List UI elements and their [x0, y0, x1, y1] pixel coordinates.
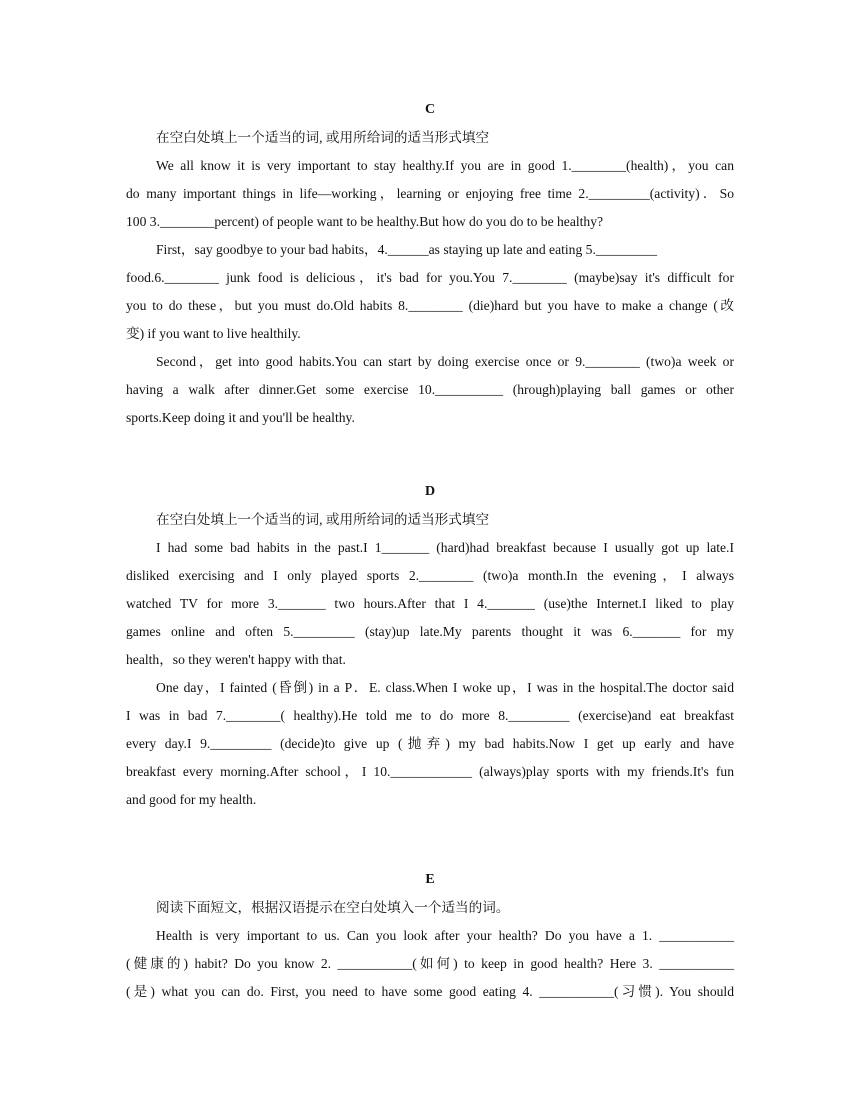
passage-line: I was in bad 7.________( healthy).He told me to do more 8._________ (exercise)and eat breakfast: [126, 708, 734, 723]
passage-line: One day，I fainted (昏倒) in a P．E. class.When I woke up，I was in the hospital.The doctor said: [156, 680, 734, 695]
section-instruction: 在空白处填上一个适当的词, 或用所给词的适当形式填空: [156, 130, 490, 145]
passage-line: food.6.________ junk food is delicious，it's bad for you.You 7.________ (maybe)say it's difficult for: [126, 270, 734, 285]
section-instruction: 阅读下面短文，根据汉语提示在空白处填入一个适当的词。: [156, 900, 510, 915]
passage-line: I had some bad habits in the past.I 1_______ (hard)had breakfast because I usually got up late.I: [156, 540, 734, 555]
passage-line: We all know it is very important to stay healthy.If you are in good 1.________(health)，you can: [156, 158, 734, 173]
section-title: D: [424, 484, 436, 499]
passage-line: watched TV for more 3._______ two hours.After that I 4._______ (use)the Internet.I liked to play: [126, 596, 734, 611]
section-title: C: [424, 102, 436, 117]
passage-line: sports.Keep doing it and you'll be healthy.: [126, 410, 355, 425]
passage-line: breakfast every morning.After school，I 10.____________ (always)play sports with my friends.It's fun: [126, 764, 734, 779]
section-c: [126, 96, 734, 432]
passage-line: you to do these，but you must do.Old habits 8.________ (die)hard but you have to make a change (改: [126, 298, 734, 313]
passage-line: games online and often 5._________ (stay)up late.My parents thought it was 6._______ for my: [126, 624, 734, 639]
worksheet-page: [126, 96, 734, 1006]
passage-line: and good for my health.: [126, 792, 257, 807]
passage-line: having a walk after dinner.Get some exercise 10.__________ (hrough)playing ball games or other: [126, 382, 734, 397]
section-d: [126, 478, 734, 814]
passage-line: First，say goodbye to your bad habits，4.______as staying up late and eating 5._________: [156, 242, 658, 257]
passage-line: (是) what you can do. First, you need to have some good eating 4. ___________(习惯). You should: [126, 984, 734, 999]
passage-line: 变) if you want to live healthily.: [126, 326, 301, 341]
passage-line: health，so they weren't happy with that.: [126, 652, 346, 667]
passage-line: (健康的) habit? Do you know 2. ___________(如何) to keep in good health? Here 3. ___________: [126, 956, 734, 971]
section-instruction: 在空白处填上一个适当的词, 或用所给词的适当形式填空: [156, 512, 490, 527]
passage-line: Health is very important to us. Can you look after your health? Do you have a 1. ___________: [156, 928, 734, 943]
passage-line: 100 3.________percent) of people want to be healthy.But how do you do to be healthy?: [126, 214, 604, 229]
section-title: E: [425, 872, 435, 887]
section-spacer: [126, 432, 734, 478]
passage-line: every day.I 9._________ (decide)to give up (抛弃) my bad habits.Now I get up early and have: [126, 736, 734, 751]
passage-line: do many important things in life—working，learning or enjoying free time 2._________(activity)．So: [126, 186, 734, 201]
passage-line: Second，get into good habits.You can start by doing exercise once or 9.________ (two)a week or: [156, 354, 734, 369]
passage-line: disliked exercising and I only played sports 2.________ (two)a month.In the evening，I always: [126, 568, 734, 583]
section-e: [126, 866, 734, 1006]
section-spacer: [126, 814, 734, 866]
